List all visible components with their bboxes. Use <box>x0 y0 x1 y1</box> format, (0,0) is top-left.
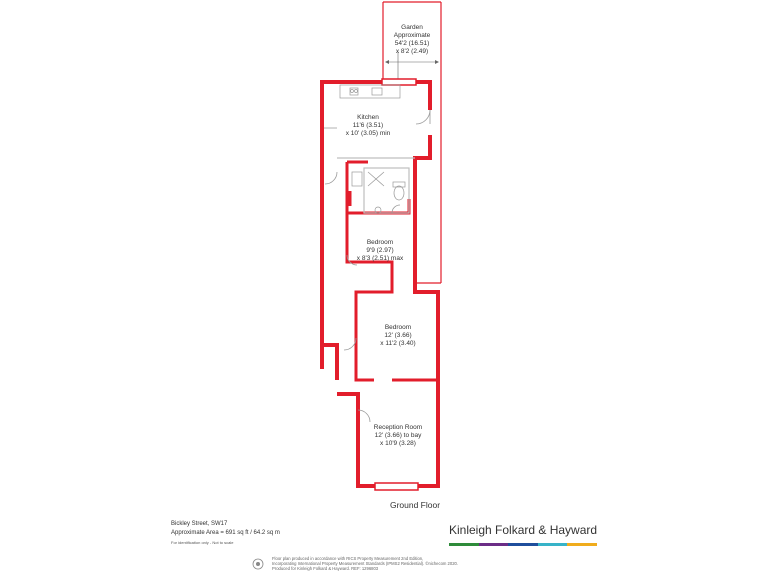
bedroom1-dim-1: 9'9 (2.97) <box>366 247 394 254</box>
garden-dim-1: 54'2 (16.51) <box>394 40 430 47</box>
internal-partitions <box>324 128 415 213</box>
brand-bar-green <box>449 543 479 546</box>
brand-color-bars <box>449 543 597 546</box>
reception-label: Reception Room <box>373 424 423 431</box>
garden-label: Garden <box>401 24 423 31</box>
garden-approx: Approximate <box>393 32 431 39</box>
brand-bar-purple <box>479 543 509 546</box>
garden-dim-2: x 8'2 (2.49) <box>395 48 429 55</box>
footnote-line-2: Incorporating International Property Measurement Standards (IPMS2 Residential). ©nichecom 2020. <box>272 561 459 567</box>
bedroom2-label: Bedroom <box>384 324 412 331</box>
kitchen-label: Kitchen <box>357 114 379 121</box>
bedroom1-dim-2: x 8'3 (2.51) max <box>356 255 404 262</box>
kitchen-dim-1: 11'6 (3.51) <box>352 122 384 129</box>
brand-bar-blue <box>508 543 538 546</box>
property-area: Approximate Area = 691 sq ft / 64.2 sq m <box>171 530 280 536</box>
brand-bar-teal <box>538 543 568 546</box>
bedroom1-label: Bedroom <box>366 239 394 246</box>
kitchen-fixtures <box>340 85 400 98</box>
bedroom2-dim-2: x 11'2 (3.40) <box>380 340 416 347</box>
bedroom2-dim-1: 12' (3.66) <box>384 332 412 339</box>
rics-badge-icon <box>252 558 268 570</box>
brand-logo-text: Kinleigh Folkard & Hayward <box>449 523 598 537</box>
property-info <box>171 520 280 547</box>
internal-walls <box>347 162 438 380</box>
bathroom-fixtures <box>352 172 405 213</box>
brand-bar-orange <box>567 543 597 546</box>
footnote-line-3: Produced for Kinleigh Folkard & Hayward. REF: 1296803 <box>272 566 379 572</box>
footnote-line-1: Floor plan produced in accordance with RICS Property Measurement 2nd Edition, <box>272 556 424 561</box>
kitchen-dim-2: x 10' (3.05) min <box>345 130 391 137</box>
property-note: For identification only - Not to scale <box>171 540 234 545</box>
certification-icons <box>252 558 268 572</box>
floor-label: Ground Floor <box>389 500 441 510</box>
footnote <box>272 556 458 572</box>
reception-dim-2: x 10'9 (3.28) <box>380 440 416 447</box>
property-address: Bickley Street, SW17 <box>171 521 228 527</box>
reception-dim-1: 12' (3.66) to bay <box>374 432 422 439</box>
